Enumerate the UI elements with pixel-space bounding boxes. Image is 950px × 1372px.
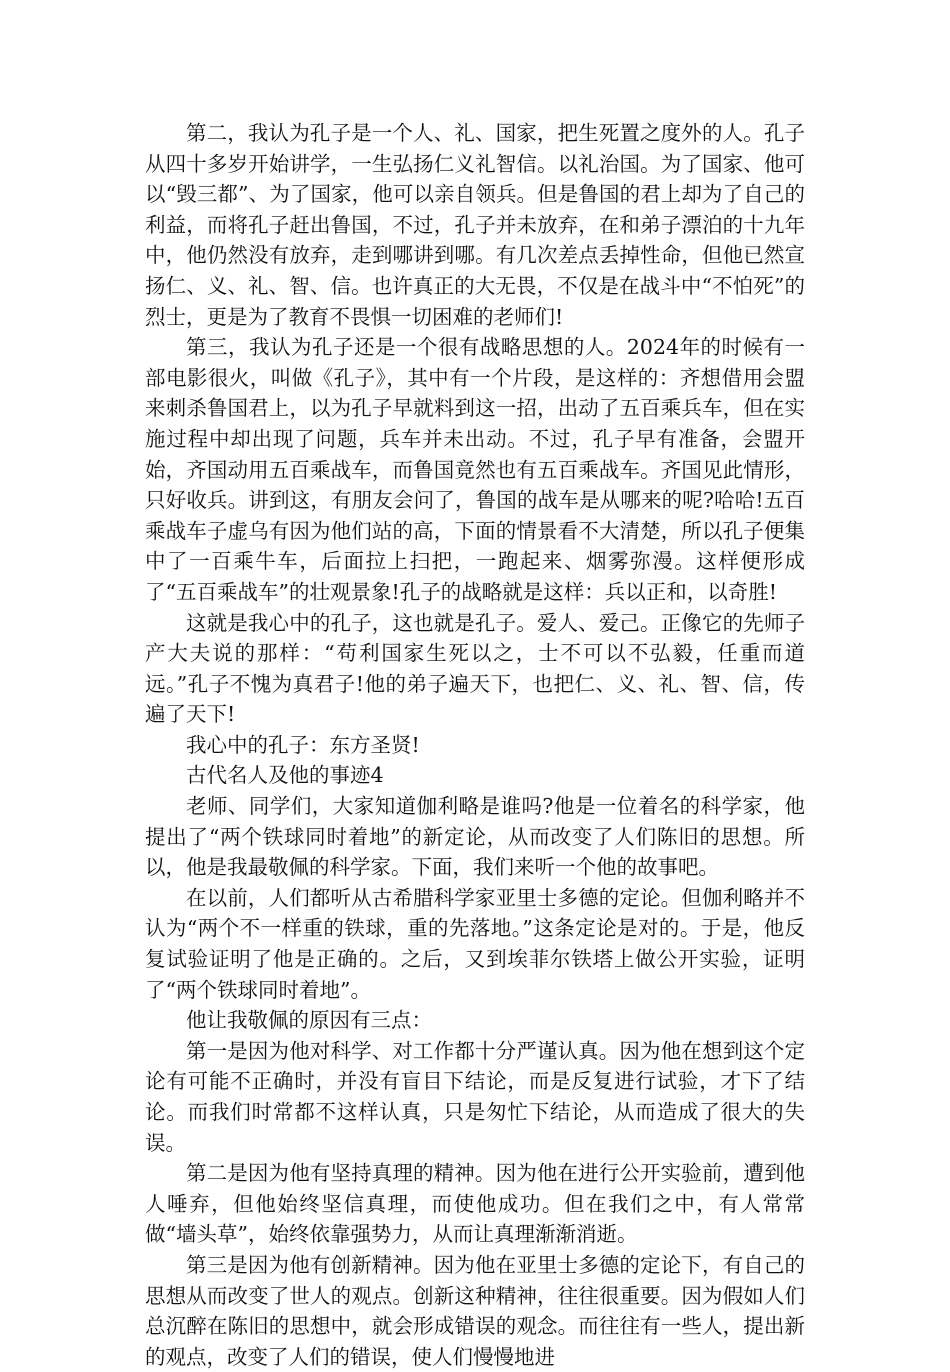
paragraph-three-reasons: 他让我敬佩的原因有三点：	[186, 1008, 432, 1033]
paragraph-third-point: 第三，我认为孔子还是一个很有战略思想的人。2024年的时候有一部电影很火，叫做《孔子》，其中有一个片段，是这样的：齐想借用会盟来刺杀鲁国君上，以为孔子早就料到这一招，出动了五百乘兵车，但在实施过程中却出现了问题，兵车并未出动。不过，孔子早有准备，会盟开始，齐国动用五百乘战车，而鲁国竟然也有五百乘战车。齐国见此情形，只好收兵。讲到这，有朋友会问了，鲁国的战车是从哪来的呢?哈哈!五百乘战车子虚乌有因为他们站的高，下面的情景看不大清楚，所以孔子便集中了一百乘牛车，后面拉上扫把，一跑起来、烟雾弥漫。这样便形成了“五百乘战车”的壮观景象!孔子的战略就是这样：兵以正和，以奇胜!	[145, 335, 805, 604]
paragraph-conclusion: 这就是我心中的孔子，这也就是孔子。爱人、爱己。正像它的先师子产大夫说的那样：“苟利国家生死以之，士不可以不弘毅，任重而道远。”孔子不愧为真君子!他的弟子遍天下，也把仁、义、礼、智、信，传遍了天下!	[145, 610, 805, 727]
paragraph-second-point: 第二，我认为孔子是一个人、礼、国家，把生死置之度外的人。孔子从四十多岁开始讲学，一生弘扬仁义礼智信。以礼治国。为了国家、他可以“毁三都”、为了国家，他可以亲自领兵。但是鲁国的君上却为了自己的利益，而将孔子赶出鲁国，不过，孔子并未放弃，在和弟子漂泊的十九年中，他仍然没有放弃，走到哪讲到哪。有几次差点丢掉性命，但他已然宣扬仁、义、礼、智、信。也许真正的大无畏，不仅是在战斗中“不怕死”的烈士，更是为了教育不畏惧一切困难的老师们!	[145, 121, 805, 329]
paragraph-galileo-intro: 老师、同学们，大家知道伽利略是谁吗?他是一位着名的科学家，他提出了“两个铁球同时着地”的新定论，从而改变了人们陈旧的思想。所以，他是我最敬佩的科学家。下面，我们来听一个他的故事吧。	[145, 794, 805, 880]
paragraph-galileo-story: 在以前，人们都听从古希腊科学家亚里士多德的定论。但伽利略并不认为“两个不一样重的铁球，重的先落地。”这条定论是对的。于是，他反复试验证明了他是正确的。之后，又到埃菲尔铁塔上做公开实验，证明了“两个铁球同时着地”。	[145, 885, 805, 1002]
paragraph-reason-one: 第一是因为他对科学、对工作都十分严谨认真。因为他在想到这个定论有可能不正确时，并没有盲目下结论，而是反复进行试验，才下了结论。而我们时常都不这样认真，只是匆忙下结论，从而造成了很大的失误。	[145, 1038, 805, 1155]
paragraph-reason-three: 第三是因为他有创新精神。因为他在亚里士多德的定论下，有自己的思想从而改变了世人的观点。创新这种精神，往往很重要。因为假如人们总沉醉在陈旧的思想中，就会形成错误的观念。而往往有一些人，提出新的观点，改变了人们的错误，使人们慢慢地进	[145, 1252, 805, 1369]
paragraph-reason-two: 第二是因为他有坚持真理的精神。因为他在进行公开实验前，遭到他人唾弃，但他始终坚信真理，而使他成功。但在我们之中，有人常常做“墙头草”，始终依靠强势力，从而让真理渐渐消逝。	[145, 1161, 805, 1247]
document-body	[145, 118, 805, 1372]
section-heading: 古代名人及他的事迹4	[186, 763, 384, 788]
paragraph-closing-line: 我心中的孔子：东方圣贤!	[186, 732, 420, 757]
